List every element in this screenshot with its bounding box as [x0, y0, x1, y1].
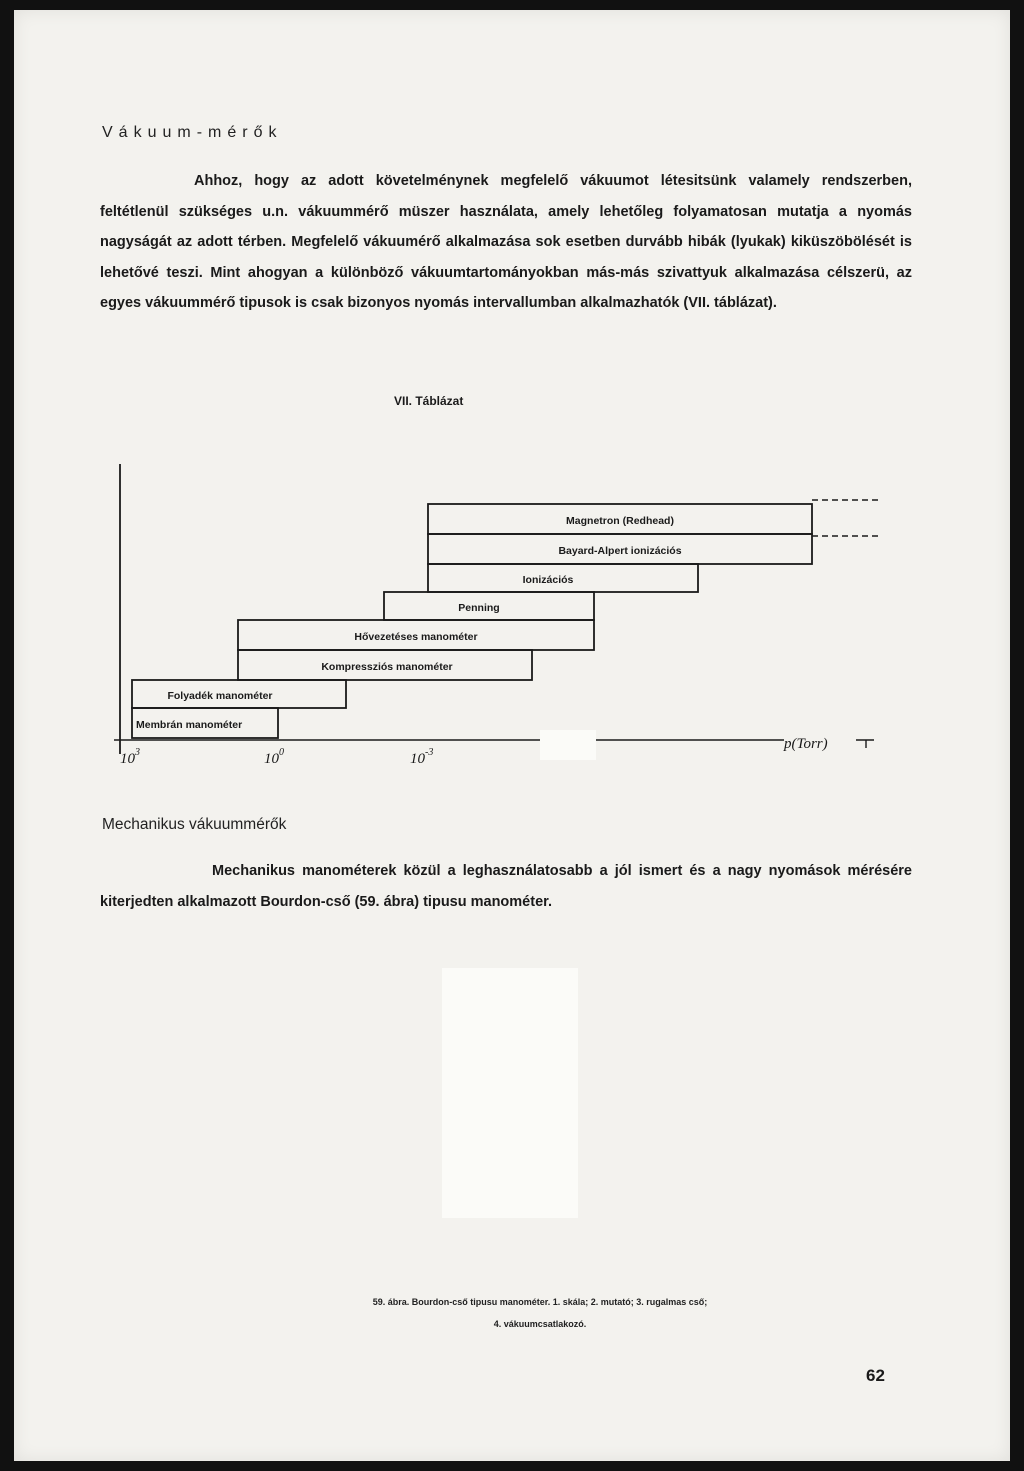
- mechanical-paragraph: Mechanikus manométerek közül a leghasználatosabb a jól ismert és a nagy nyomások mérésére kiterjedten alkalmazott Bourdon-cső (59. ábra) tipusu manométer.: [100, 863, 912, 910]
- bar-label-hovezeteses: Hővezetéses manométer: [354, 631, 478, 643]
- tick-label-1e-3: $10^{-3}$: [410, 747, 434, 767]
- tick-label-1e3: $10^3$: [120, 747, 140, 767]
- bar-label-ionizacios: Ionizációs: [522, 574, 574, 586]
- caption-line-1: 59. ábra. Bourdon-cső tipusu manométer. 1. skála; 2. mutató; 3. rugalmas cső;: [372, 1297, 708, 1307]
- bar-label-kompresszios: Kompressziós manométer: [321, 661, 453, 673]
- tick-label-1e0: $10^0$: [264, 747, 284, 767]
- bar-label-magnetron: Magnetron (Redhead): [566, 515, 674, 527]
- bar-label-membran: Membrán manométer: [136, 719, 243, 731]
- page: [14, 10, 1010, 1461]
- page-header: Vákuum-mérők: [102, 124, 283, 141]
- figure-caption: [300, 1291, 780, 1335]
- pressure-range-diagram: [104, 458, 904, 788]
- intro-paragraph: Ahhoz, hogy az adott követelménynek megfelelő vákuumot létesitsünk valamely rendszerben, feltétlenül szükséges u.n. vákuummérő müszer használata, amely lehetőleg folyamatosan mutatja a nyomás nagyságát az adott térben. Megfelelő vákuumérő alkalmazása sok esetben durvább hibák (lyukak) kiküszöbölését is lehetővé teszi. Mint ahogyan a különböző vákuumtartományokban más-más szivattyuk alkalmazása célszerü, az egyes vákuummérő tipusok is csak bizonyos nyomás intervallumban alkalmazhatók (VII. táblázat).: [100, 173, 912, 311]
- bar-label-penning: Penning: [458, 602, 500, 614]
- bar-label-bayard-alpert: Bayard-Alpert ionizációs: [558, 545, 682, 557]
- axis-label-pressure: p(Torr): [784, 736, 828, 752]
- bar-label-folyadek: Folyadék manométer: [167, 690, 273, 702]
- table-title: VII. Táblázat: [394, 394, 464, 408]
- figure-blank-area: [442, 968, 578, 1218]
- caption-line-2: 4. vákuumcsatlakozó.: [493, 1319, 587, 1329]
- page-number: 62: [866, 1366, 885, 1385]
- section-title: Mechanikus vákuummérők: [102, 816, 287, 833]
